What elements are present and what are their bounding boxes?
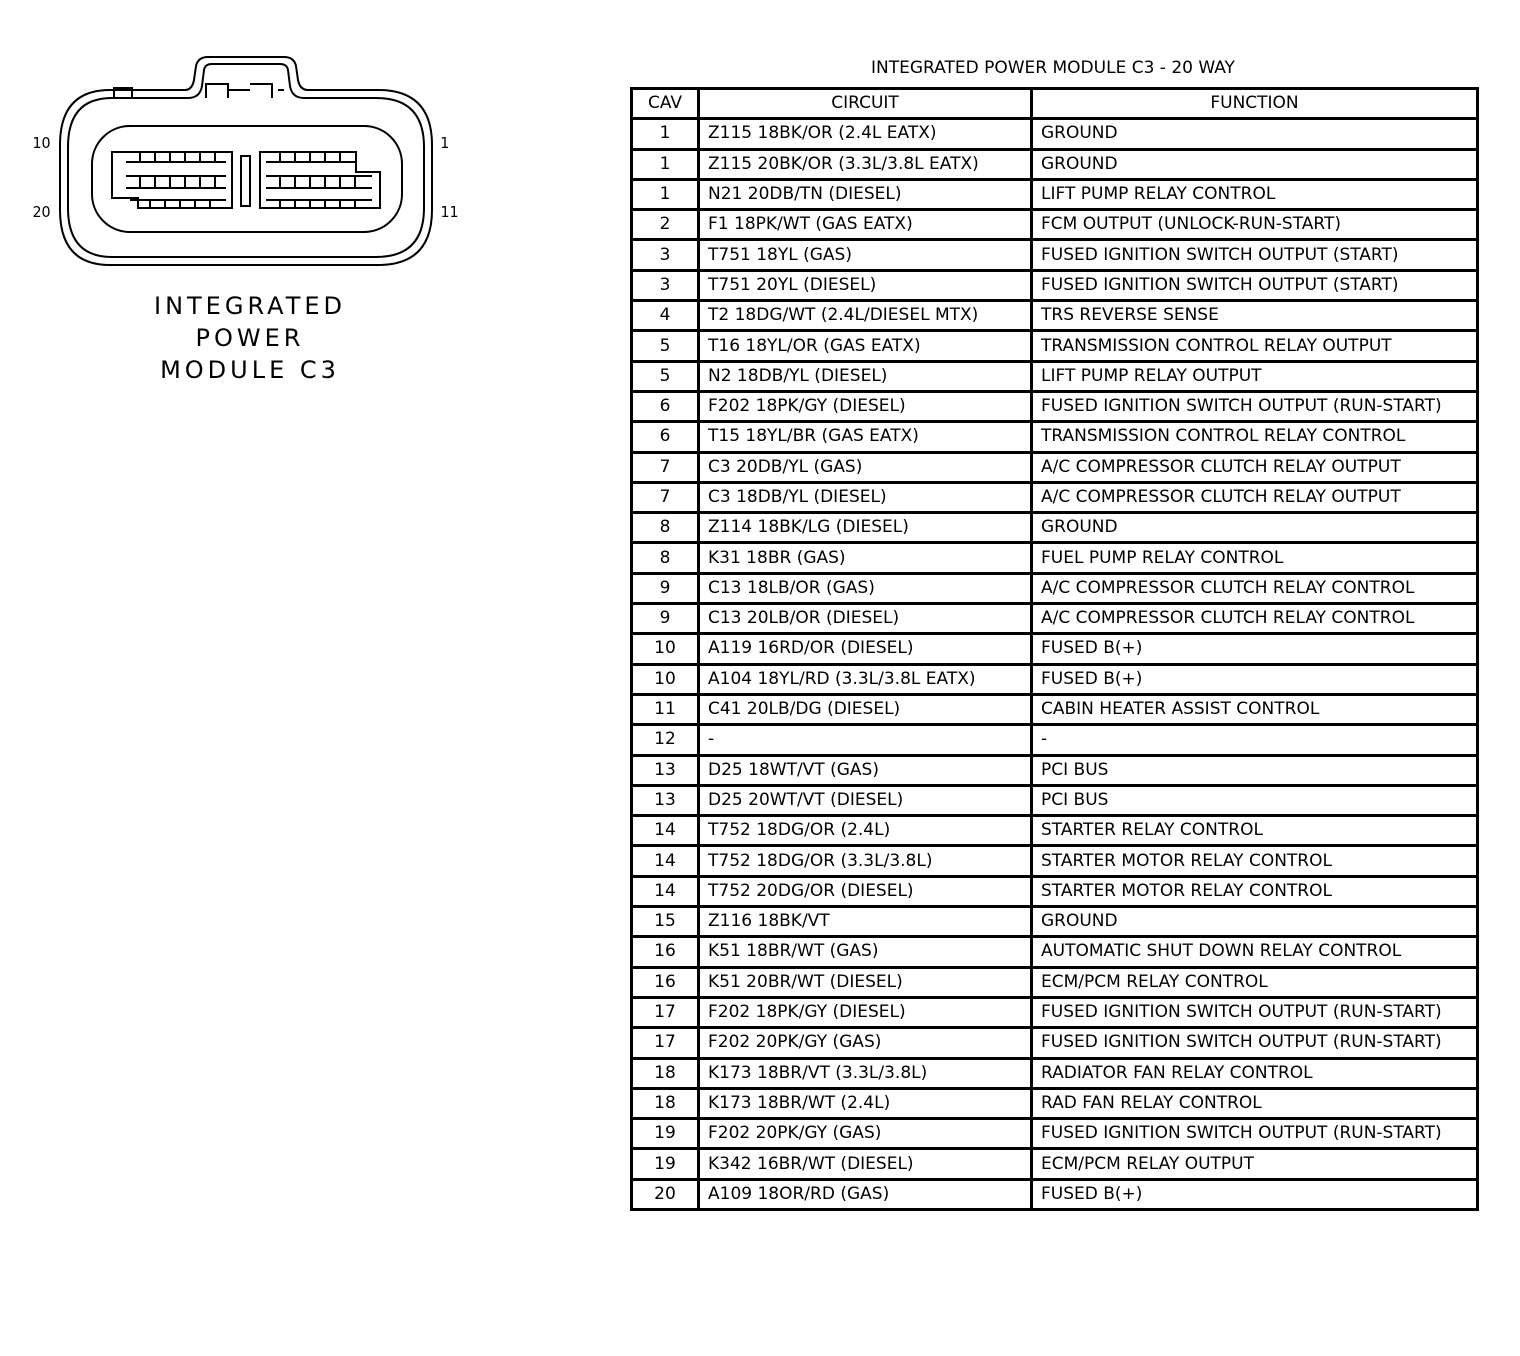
function-cell: TRANSMISSION CONTROL RELAY CONTROL [1032,422,1478,452]
cav-cell: 9 [632,573,699,603]
table-body [632,119,1478,1210]
function-cell: STARTER MOTOR RELAY CONTROL [1032,846,1478,876]
circuit-cell: T2 18DG/WT (2.4L/DIESEL MTX) [699,301,1032,331]
table-row [632,1088,1478,1118]
cav-cell: 2 [632,210,699,240]
module-caption-line-2: POWER [195,324,305,352]
function-cell: FUSED IGNITION SWITCH OUTPUT (RUN-START) [1032,1119,1478,1149]
circuit-cell: K51 20BR/WT (DIESEL) [699,967,1032,997]
function-cell: A/C COMPRESSOR CLUTCH RELAY CONTROL [1032,604,1478,634]
circuit-cell: Z116 18BK/VT [699,907,1032,937]
table-row [632,725,1478,755]
table-row [632,816,1478,846]
function-cell: PCI BUS [1032,755,1478,785]
table-row [632,422,1478,452]
function-cell: FUSED IGNITION SWITCH OUTPUT (RUN-START) [1032,1028,1478,1058]
cav-cell: 5 [632,361,699,391]
circuit-cell: C3 18DB/YL (DIESEL) [699,482,1032,512]
circuit-cell: T752 18DG/OR (2.4L) [699,816,1032,846]
pin-label-top-left: 10 [32,134,51,152]
function-cell: FUSED IGNITION SWITCH OUTPUT (START) [1032,270,1478,300]
header-cav: CAV [632,89,699,119]
cav-cell: 20 [632,1179,699,1209]
function-cell: ECM/PCM RELAY OUTPUT [1032,1149,1478,1179]
circuit-cell: A104 18YL/RD (3.3L/3.8L EATX) [699,664,1032,694]
function-cell: STARTER RELAY CONTROL [1032,816,1478,846]
function-cell: RAD FAN RELAY CONTROL [1032,1088,1478,1118]
cav-cell: 17 [632,1028,699,1058]
circuit-cell: F202 18PK/GY (DIESEL) [699,997,1032,1027]
table-row [632,210,1478,240]
header-circuit: CIRCUIT [699,89,1032,119]
cav-cell: 11 [632,694,699,724]
function-cell: PCI BUS [1032,785,1478,815]
circuit-cell: K342 16BR/WT (DIESEL) [699,1149,1032,1179]
table-row [632,119,1478,149]
pin-label-top-right: 1 [440,134,450,152]
cav-cell: 3 [632,240,699,270]
circuit-cell: T16 18YL/OR (GAS EATX) [699,331,1032,361]
table-row [632,997,1478,1027]
function-cell: GROUND [1032,149,1478,179]
circuit-cell: F1 18PK/WT (GAS EATX) [699,210,1032,240]
module-caption-line-1: INTEGRATED [153,292,346,320]
circuit-cell: Z115 18BK/OR (2.4L EATX) [699,119,1032,149]
table-row [632,452,1478,482]
table-row [632,755,1478,785]
circuit-cell: A119 16RD/OR (DIESEL) [699,634,1032,664]
cav-cell: 18 [632,1058,699,1088]
table-row [632,846,1478,876]
table-row [632,1149,1478,1179]
circuit-cell: K173 18BR/WT (2.4L) [699,1088,1032,1118]
function-cell: LIFT PUMP RELAY CONTROL [1032,179,1478,209]
function-cell: CABIN HEATER ASSIST CONTROL [1032,694,1478,724]
cav-cell: 10 [632,664,699,694]
circuit-cell: D25 18WT/VT (GAS) [699,755,1032,785]
table-header-row [632,89,1478,119]
function-cell: FUSED B(+) [1032,1179,1478,1209]
cav-cell: 7 [632,482,699,512]
cav-cell: 8 [632,543,699,573]
table-row [632,634,1478,664]
circuit-cell: F202 20PK/GY (GAS) [699,1028,1032,1058]
header-function: FUNCTION [1032,89,1478,119]
table-row [632,1058,1478,1088]
cav-cell: 10 [632,634,699,664]
circuit-cell: C3 20DB/YL (GAS) [699,452,1032,482]
pin-table [630,87,1479,1211]
circuit-cell: K173 18BR/VT (3.3L/3.8L) [699,1058,1032,1088]
circuit-cell: F202 20PK/GY (GAS) [699,1119,1032,1149]
table-row [632,270,1478,300]
function-cell: GROUND [1032,119,1478,149]
table-row [632,1119,1478,1149]
pin-label-bottom-right: 11 [440,203,459,221]
function-cell: FCM OUTPUT (UNLOCK-RUN-START) [1032,210,1478,240]
table-row [632,179,1478,209]
circuit-cell: Z115 20BK/OR (3.3L/3.8L EATX) [699,149,1032,179]
table-row [632,573,1478,603]
cav-cell: 14 [632,816,699,846]
circuit-cell: T751 18YL (GAS) [699,240,1032,270]
cav-cell: 19 [632,1149,699,1179]
function-cell: A/C COMPRESSOR CLUTCH RELAY OUTPUT [1032,482,1478,512]
function-cell: A/C COMPRESSOR CLUTCH RELAY CONTROL [1032,573,1478,603]
table-row [632,694,1478,724]
table-row [632,604,1478,634]
table-row [632,543,1478,573]
connector-housing-inner-outline [68,64,424,257]
function-cell: TRANSMISSION CONTROL RELAY OUTPUT [1032,331,1478,361]
cav-cell: 18 [632,1088,699,1118]
circuit-cell: F202 18PK/GY (DIESEL) [699,391,1032,421]
function-cell: FUSED IGNITION SWITCH OUTPUT (START) [1032,240,1478,270]
function-cell: STARTER MOTOR RELAY CONTROL [1032,876,1478,906]
cav-cell: 8 [632,513,699,543]
circuit-cell: C41 20LB/DG (DIESEL) [699,694,1032,724]
cav-cell: 5 [632,331,699,361]
cav-cell: 6 [632,422,699,452]
table-row [632,907,1478,937]
module-caption-line-3: MODULE C3 [160,356,340,384]
circuit-cell: C13 20LB/OR (DIESEL) [699,604,1032,634]
function-cell: FUEL PUMP RELAY CONTROL [1032,543,1478,573]
table-row [632,876,1478,906]
cav-cell: 14 [632,846,699,876]
cav-cell: 15 [632,907,699,937]
cav-cell: 6 [632,391,699,421]
table-row [632,482,1478,512]
pin-label-bottom-left: 20 [32,203,51,221]
cav-cell: 13 [632,755,699,785]
table-row [632,1028,1478,1058]
table-row [632,785,1478,815]
cav-cell: 13 [632,785,699,815]
table-row [632,331,1478,361]
function-cell: A/C COMPRESSOR CLUTCH RELAY OUTPUT [1032,452,1478,482]
function-cell: LIFT PUMP RELAY OUTPUT [1032,361,1478,391]
circuit-cell: T751 20YL (DIESEL) [699,270,1032,300]
function-cell: FUSED IGNITION SWITCH OUTPUT (RUN-START) [1032,391,1478,421]
cav-cell: 1 [632,119,699,149]
function-cell: GROUND [1032,513,1478,543]
cav-cell: 1 [632,149,699,179]
circuit-cell: C13 18LB/OR (GAS) [699,573,1032,603]
cav-cell: 1 [632,179,699,209]
circuit-cell: T752 18DG/OR (3.3L/3.8L) [699,846,1032,876]
function-cell: RADIATOR FAN RELAY CONTROL [1032,1058,1478,1088]
function-cell: FUSED B(+) [1032,634,1478,664]
circuit-cell: N2 18DB/YL (DIESEL) [699,361,1032,391]
circuit-cell: K31 18BR (GAS) [699,543,1032,573]
circuit-cell: T15 18YL/BR (GAS EATX) [699,422,1032,452]
cav-cell: 3 [632,270,699,300]
table-row [632,391,1478,421]
table-row [632,967,1478,997]
latch-detail [206,84,284,98]
table-row [632,664,1478,694]
table-row [632,361,1478,391]
function-cell: - [1032,725,1478,755]
cav-cell: 4 [632,301,699,331]
table-row [632,240,1478,270]
function-cell: AUTOMATIC SHUT DOWN RELAY CONTROL [1032,937,1478,967]
circuit-cell: - [699,725,1032,755]
table-row [632,149,1478,179]
circuit-cell: N21 20DB/TN (DIESEL) [699,179,1032,209]
function-cell: TRS REVERSE SENSE [1032,301,1478,331]
cav-cell: 16 [632,937,699,967]
table-row [632,301,1478,331]
circuit-cell: K51 18BR/WT (GAS) [699,937,1032,967]
function-cell: GROUND [1032,907,1478,937]
cav-cell: 17 [632,997,699,1027]
table-row [632,513,1478,543]
table-title: INTEGRATED POWER MODULE C3 - 20 WAY [871,58,1235,78]
function-cell: ECM/PCM RELAY CONTROL [1032,967,1478,997]
cav-cell: 16 [632,967,699,997]
table-row [632,937,1478,967]
cav-cell: 7 [632,452,699,482]
center-key [241,156,250,206]
cav-cell: 9 [632,604,699,634]
table-row [632,1179,1478,1209]
circuit-cell: A109 18OR/RD (GAS) [699,1179,1032,1209]
function-cell: FUSED B(+) [1032,664,1478,694]
circuit-cell: D25 20WT/VT (DIESEL) [699,785,1032,815]
cav-cell: 14 [632,876,699,906]
circuit-cell: T752 20DG/OR (DIESEL) [699,876,1032,906]
connector-diagram [0,0,480,300]
cav-cell: 19 [632,1119,699,1149]
function-cell: FUSED IGNITION SWITCH OUTPUT (RUN-START) [1032,997,1478,1027]
circuit-cell: Z114 18BK/LG (DIESEL) [699,513,1032,543]
cav-cell: 12 [632,725,699,755]
